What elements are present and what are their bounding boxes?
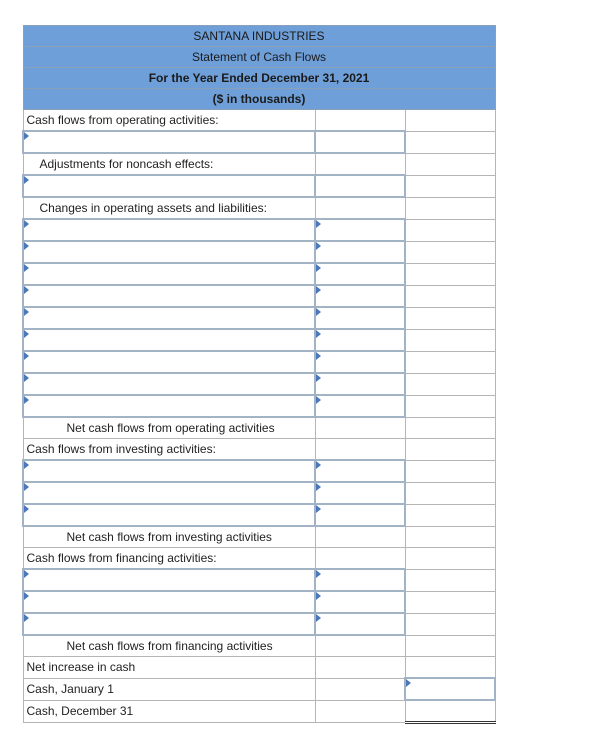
changes-amount-input[interactable] [315, 351, 405, 373]
investing-item-input[interactable] [23, 504, 315, 526]
cash-dec31-total [405, 700, 495, 723]
net-financing-row [23, 635, 495, 657]
investing-item-input[interactable] [23, 482, 315, 504]
changes-input-row [23, 241, 495, 263]
net-investing-total [405, 526, 495, 548]
changes-label: Changes in operating assets and liabilities: [23, 197, 315, 219]
changes-input-row [23, 373, 495, 395]
net-increase-row [23, 657, 495, 679]
net-increase-total [405, 657, 495, 679]
changes-input-row [23, 307, 495, 329]
financing-amount-input[interactable] [315, 591, 405, 613]
company-name: SANTANA INDUSTRIES [193, 29, 325, 43]
net-increase-label: Net increase in cash [23, 657, 315, 679]
changes-item-input[interactable] [23, 241, 315, 263]
changes-amount-input[interactable] [315, 373, 405, 395]
changes-input-row [23, 329, 495, 351]
adjustment-input-row [23, 175, 495, 197]
statement-title: Statement of Cash Flows [191, 50, 327, 64]
changes-amount-input[interactable] [315, 219, 405, 241]
changes-amount-input[interactable] [315, 285, 405, 307]
net-financing-total [405, 635, 495, 657]
financing-item-input[interactable] [23, 569, 315, 591]
financing-input-row [23, 569, 495, 591]
net-operating-label: Net cash flows from operating activities [23, 417, 315, 439]
financing-heading-row [23, 548, 495, 570]
changes-amount-input[interactable] [315, 241, 405, 263]
net-operating-total [405, 417, 495, 439]
changes-item-input[interactable] [23, 219, 315, 241]
investing-input-row [23, 504, 495, 526]
investing-item-input[interactable] [23, 460, 315, 482]
operating-input-row [23, 131, 495, 153]
net-investing-label: Net cash flows from investing activities [23, 526, 315, 548]
operating-heading-row [23, 110, 495, 132]
operating-heading: Cash flows from operating activities: [23, 110, 315, 132]
financing-amount-input[interactable] [315, 569, 405, 591]
financing-amount-input[interactable] [315, 613, 405, 635]
changes-input-row [23, 285, 495, 307]
investing-amount-input[interactable] [315, 482, 405, 504]
changes-amount-input[interactable] [315, 329, 405, 351]
net-operating-row [23, 417, 495, 439]
cash-jan1-row [23, 678, 495, 700]
investing-heading-row [23, 439, 495, 461]
statement-period: For the Year Ended December 31, 2021 [148, 71, 370, 85]
adjustments-label: Adjustments for noncash effects: [23, 153, 315, 175]
financing-input-row [23, 591, 495, 613]
changes-item-input[interactable] [23, 329, 315, 351]
changes-item-input[interactable] [23, 285, 315, 307]
header-title-row [23, 47, 495, 68]
cash-jan1-label: Cash, January 1 [23, 678, 315, 700]
changes-input-row [23, 263, 495, 285]
financing-item-input[interactable] [23, 613, 315, 635]
investing-input-row [23, 482, 495, 504]
investing-heading: Cash flows from investing activities: [23, 439, 315, 461]
cash-jan1-input[interactable] [405, 678, 495, 700]
header-company-row [23, 26, 495, 47]
cash-flow-statement-table [22, 25, 496, 724]
statement-units: ($ in thousands) [212, 92, 306, 106]
changes-input-row [23, 395, 495, 417]
changes-amount-input[interactable] [315, 307, 405, 329]
cash-dec31-row [23, 700, 495, 723]
changes-label-row [23, 197, 495, 219]
changes-amount-input[interactable] [315, 263, 405, 285]
investing-amount-input[interactable] [315, 460, 405, 482]
header-period-row [23, 68, 495, 89]
changes-item-input[interactable] [23, 373, 315, 395]
operating-amount-input[interactable] [315, 131, 405, 153]
investing-amount-input[interactable] [315, 504, 405, 526]
changes-amount-input[interactable] [315, 395, 405, 417]
cash-dec31-label: Cash, December 31 [23, 700, 315, 723]
adjustment-amount-input[interactable] [315, 175, 405, 197]
changes-item-input[interactable] [23, 395, 315, 417]
financing-input-row [23, 613, 495, 635]
financing-item-input[interactable] [23, 591, 315, 613]
changes-item-input[interactable] [23, 263, 315, 285]
operating-item-input[interactable] [23, 131, 315, 153]
adjustments-label-row [23, 153, 495, 175]
changes-item-input[interactable] [23, 307, 315, 329]
financing-heading: Cash flows from financing activities: [23, 548, 315, 570]
changes-input-row [23, 219, 495, 241]
changes-input-row [23, 351, 495, 373]
net-financing-label: Net cash flows from financing activities [23, 635, 315, 657]
header-units-row [23, 89, 495, 110]
net-investing-row [23, 526, 495, 548]
adjustment-item-input[interactable] [23, 175, 315, 197]
investing-input-row [23, 460, 495, 482]
changes-item-input[interactable] [23, 351, 315, 373]
